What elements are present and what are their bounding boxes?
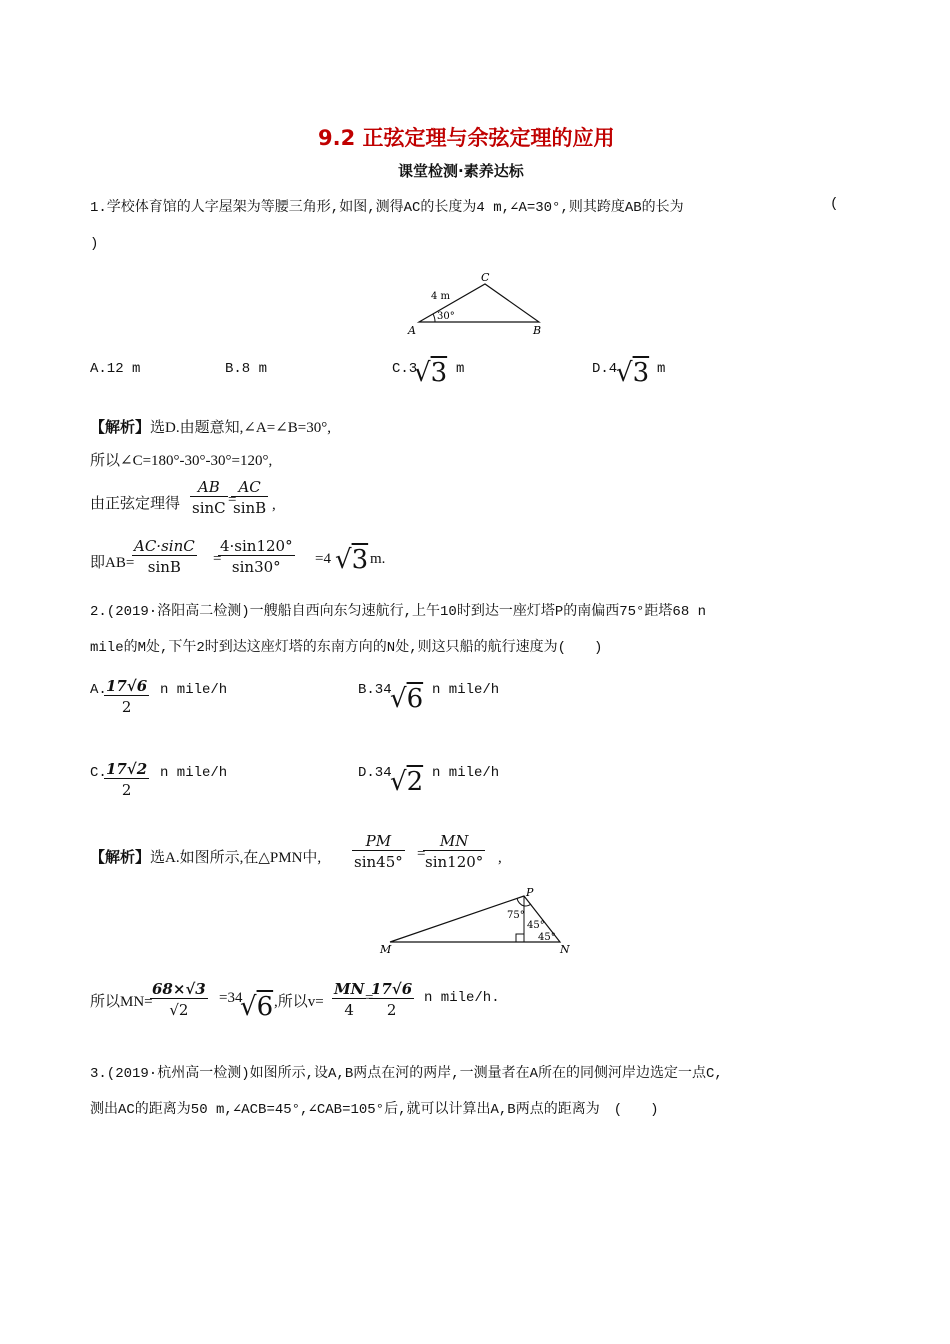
q1-solution-line2: 所以∠C=180°-30°-30°=120°, xyxy=(90,453,273,469)
q1-solution-line3-label: 由正弦定理得 xyxy=(90,496,181,512)
q2-mid-post: ,所以v= xyxy=(274,994,324,1010)
q2-option-c-unit: n mile/h xyxy=(160,765,228,781)
q2-fraction-mn-over-sin120: $\frac{MN}{\sin 120^\circ}$ xyxy=(425,832,484,871)
q2-option-d-unit: n mile/h xyxy=(432,765,500,781)
q2-eq-1: = xyxy=(417,846,426,862)
q2-solution-line2-label: 所以MN= xyxy=(90,994,153,1010)
q1-fig-angle: 30° xyxy=(437,311,455,322)
q1-comma: , xyxy=(272,497,276,513)
q2-stem-line1: 2.(2019·洛阳高二检测)一艘船自西向东匀速航行,上午10时到达一座灯塔P的南偏西75°距塔68 n xyxy=(90,604,707,620)
q1-option-d-unit: m xyxy=(657,361,666,377)
q1-fraction-ab-over-sinc: $\frac{AB}{\sin C}$ xyxy=(192,478,226,517)
q2-triangle-figure xyxy=(378,886,574,956)
q2-fraction-68sqrt3-over-sqrt2: $\frac{68\times√3}{√2}$ xyxy=(152,980,206,1019)
q2-option-c-prefix: C. xyxy=(90,765,107,781)
q1-result-radical: √3 xyxy=(335,545,369,575)
q2-option-c-fraction: $\frac{17√2}{2}$ xyxy=(106,760,148,799)
q2-option-a-unit: n mile/h xyxy=(160,682,228,698)
q1-eq-2: = xyxy=(213,551,222,567)
q2-fig-angle-45a: 45° xyxy=(527,920,545,931)
q1-option-c-unit: m xyxy=(456,361,465,377)
q2-fig-label-n: N xyxy=(560,943,570,956)
q1-fraction-4sin120-over-sin30: $\frac{4\cdot\sin 120^\circ}{\sin 30^\circ}$ xyxy=(220,537,293,576)
q2-fig-angle-75: 75° xyxy=(507,910,525,921)
q3-stem-line2: 测出AC的距离为50 m,∠ACB=45°,∠CAB=105°后,就可以计算出A,B两点的距离为 ( ) xyxy=(90,1102,659,1118)
q1-stem-line1: 1.学校体育馆的人字屋架为等腰三角形,如图,测得AC的长度为4 m,∠A=30°,则其跨度AB的长为 xyxy=(90,200,684,216)
page-title: 9.2 正弦定理与余弦定理的应用 xyxy=(318,126,615,150)
q2-option-d-prefix: D.34 xyxy=(358,765,392,781)
q1-option-a: A.12 m xyxy=(90,361,141,377)
q1-fig-label-b: B xyxy=(533,324,542,337)
q1-fraction-ac-over-sinb: $\frac{AC}{\sin B}$ xyxy=(233,478,267,517)
q1-solution-tag: 【解析】 xyxy=(90,420,151,436)
q1-paren-open: ( xyxy=(830,196,839,212)
q2-option-b-unit: n mile/h xyxy=(432,682,500,698)
q2-mid-radical: √6 xyxy=(240,992,274,1022)
q2-end-unit: n mile/h. xyxy=(424,990,500,1006)
q2-eq-2: = xyxy=(365,990,374,1006)
q2-option-a-fraction: $\frac{17√6}{2}$ xyxy=(106,677,148,716)
q2-solution-line1 xyxy=(90,846,321,867)
q1-result-unit: m. xyxy=(370,551,386,567)
q2-mid-prefix: =34 xyxy=(219,990,243,1006)
q2-fraction-pm-over-sin45: $\frac{PM}{\sin 45^\circ}$ xyxy=(354,832,403,871)
q1-fraction-ac-sinc-over-sinb: $\frac{AC\cdot\sin C}{\sin B}$ xyxy=(134,537,195,576)
q2-stem-line2: mile的M处,下午2时到达这座灯塔的东南方向的N处,则这只船的航行速度为( ) xyxy=(90,640,603,656)
q1-option-d-radical: √3 xyxy=(616,358,650,388)
q2-fraction-17sqrt6-over-2: $\frac{17√6}{2}$ xyxy=(371,980,413,1019)
q1-option-c-prefix: C.3 xyxy=(392,361,418,377)
q1-option-d-prefix: D.4 xyxy=(592,361,618,377)
q1-fig-side: 4 m xyxy=(431,291,451,302)
q1-eq-1: = xyxy=(228,492,237,508)
q1-fig-label-c: C xyxy=(481,271,490,284)
section-subtitle: 课堂检测·素养达标 xyxy=(398,162,524,180)
q1-option-c-radical: √3 xyxy=(414,358,448,388)
q1-triangle-figure xyxy=(405,268,555,340)
q1-fig-label-a: A xyxy=(408,324,416,337)
q2-fraction-mn-over-4: $\frac{MN}{4}$ xyxy=(334,980,365,1019)
q1-solution-text1: 选D.由题意知,∠A=∠B=30°, xyxy=(150,420,331,436)
q2-fig-label-m: M xyxy=(380,943,392,956)
q1-solution-line4-label: 即AB= xyxy=(90,555,135,571)
q1-result-prefix: =4 xyxy=(315,551,331,567)
q2-comma: , xyxy=(498,850,502,866)
q2-solution-text1: 选A.如图所示,在△PMN中, xyxy=(150,850,322,866)
q2-solution-tag: 【解析】 xyxy=(90,850,151,866)
q2-option-a-prefix: A. xyxy=(90,682,107,698)
q1-stem-line2: ) xyxy=(90,236,99,252)
q2-option-b-prefix: B.34 xyxy=(358,682,392,698)
q1-option-b: B.8 m xyxy=(225,361,268,377)
q2-option-d-radical: √2 xyxy=(390,767,424,797)
q2-fig-label-p: P xyxy=(526,886,534,899)
q2-option-b-radical: √6 xyxy=(390,684,424,714)
q3-stem-line1: 3.(2019·杭州高一检测)如图所示,设A,B两点在河的两岸,一测量者在A所在的同侧河岸边选定一点C, xyxy=(90,1066,723,1082)
q2-fig-angle-45b: 45° xyxy=(538,932,556,943)
q1-solution-line1 xyxy=(90,416,331,437)
